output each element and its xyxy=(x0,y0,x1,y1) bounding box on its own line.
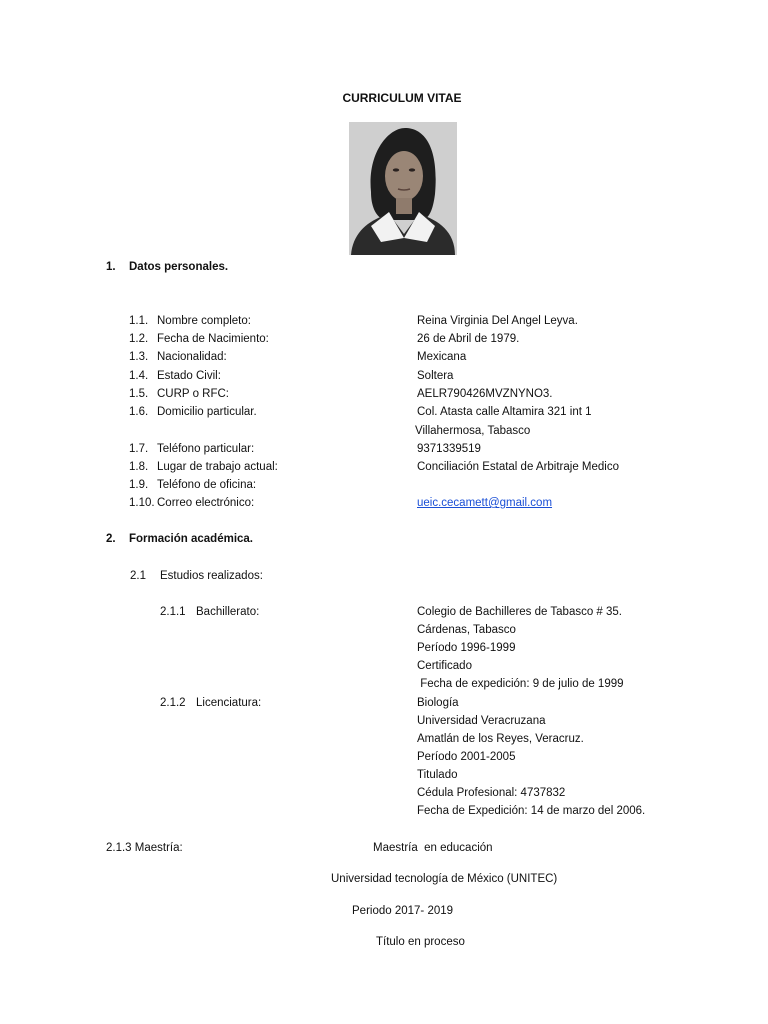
section1-number: 1. xyxy=(106,261,116,273)
bachillerato-line: Colegio de Bachilleres de Tabasco # 35. xyxy=(417,606,623,618)
item-1-4-number: 1.4. xyxy=(129,370,149,382)
licenciatura-line: Universidad Veracruzana xyxy=(417,715,546,727)
item-1-5-value: AELR790426MVZNYNO3. xyxy=(417,388,553,400)
licenciatura-number: 2.1.2 xyxy=(160,697,186,709)
licenciatura-line: Amatlán de los Reyes, Veracruz. xyxy=(417,733,584,745)
email-link[interactable]: ueic.cecamett@gmail.com xyxy=(417,497,553,509)
item-1-6-number: 1.6. xyxy=(129,406,149,418)
section1-heading: Datos personales. xyxy=(129,261,229,273)
item-1-10-label: Correo electrónico: xyxy=(157,497,255,509)
portrait-photo xyxy=(349,122,457,255)
item-1-8-label: Lugar de trabajo actual: xyxy=(157,461,278,473)
item-1-9-label: Teléfono de oficina: xyxy=(157,479,257,491)
item-1-1-value: Reina Virginia Del Angel Leyva. xyxy=(417,315,578,327)
item-1-6-value: Col. Atasta calle Altamira 321 int 1 xyxy=(417,406,592,418)
item-1-3-number: 1.3. xyxy=(129,351,149,363)
maestria-line: Periodo 2017- 2019 xyxy=(352,905,454,917)
item-1-8-number: 1.8. xyxy=(129,461,149,473)
licenciatura-line: Cédula Profesional: 4737832 xyxy=(417,787,566,799)
section2-heading: Formación académica. xyxy=(129,533,253,545)
item-1-7-value: 9371339519 xyxy=(417,443,481,455)
maestria-label: 2.1.3 Maestría: xyxy=(106,842,183,854)
document-title: CURRICULUM VITAE xyxy=(342,91,462,105)
licenciatura-label: Licenciatura: xyxy=(196,697,262,709)
item-1-4-value: Soltera xyxy=(417,370,454,382)
maestria-line: Universidad tecnología de México (UNITEC) xyxy=(331,873,558,885)
item-1-7-number: 1.7. xyxy=(129,443,149,455)
item-1-3-label: Nacionalidad: xyxy=(157,351,227,363)
bachillerato-line: Período 1996-1999 xyxy=(417,642,516,654)
item-1-3-value: Mexicana xyxy=(417,351,467,363)
item-1-6-value-line2: Villahermosa, Tabasco xyxy=(415,425,531,437)
item-1-5-label: CURP o RFC: xyxy=(157,388,229,400)
maestria-line: Maestría en educación xyxy=(373,842,493,854)
bachillerato-line: Cárdenas, Tabasco xyxy=(417,624,516,636)
subsection-2-1-number: 2.1 xyxy=(130,570,146,582)
item-1-6-label: Domicilio particular. xyxy=(157,406,257,418)
bachillerato-line: Fecha de expedición: 9 de julio de 1999 xyxy=(417,678,624,690)
item-1-7-label: Teléfono particular: xyxy=(157,443,255,455)
licenciatura-line: Fecha de Expedición: 14 de marzo del 2006. xyxy=(417,805,646,817)
item-1-4-label: Estado Civil: xyxy=(157,370,221,382)
bachillerato-line: Certificado xyxy=(417,660,472,672)
item-1-8-value: Conciliación Estatal de Arbitraje Medico xyxy=(417,461,619,473)
item-1-1-label: Nombre completo: xyxy=(157,315,251,327)
item-1-2-number: 1.2. xyxy=(129,333,149,345)
item-1-2-label: Fecha de Nacimiento: xyxy=(157,333,269,345)
bachillerato-label: Bachillerato: xyxy=(196,606,260,618)
licenciatura-line: Biología xyxy=(417,697,459,709)
item-1-5-number: 1.5. xyxy=(129,388,149,400)
licenciatura-line: Titulado xyxy=(417,769,458,781)
bachillerato-number: 2.1.1 xyxy=(160,606,186,618)
maestria-line: Título en proceso xyxy=(376,936,465,948)
subsection-2-1-label: Estudios realizados: xyxy=(160,570,263,582)
item-1-9-number: 1.9. xyxy=(129,479,149,491)
item-1-2-value: 26 de Abril de 1979. xyxy=(417,333,520,345)
licenciatura-line: Período 2001-2005 xyxy=(417,751,516,763)
portrait-icon xyxy=(349,122,457,255)
item-1-10-number: 1.10. xyxy=(129,497,155,509)
item-1-1-number: 1.1. xyxy=(129,315,149,327)
section2-number: 2. xyxy=(106,533,116,545)
